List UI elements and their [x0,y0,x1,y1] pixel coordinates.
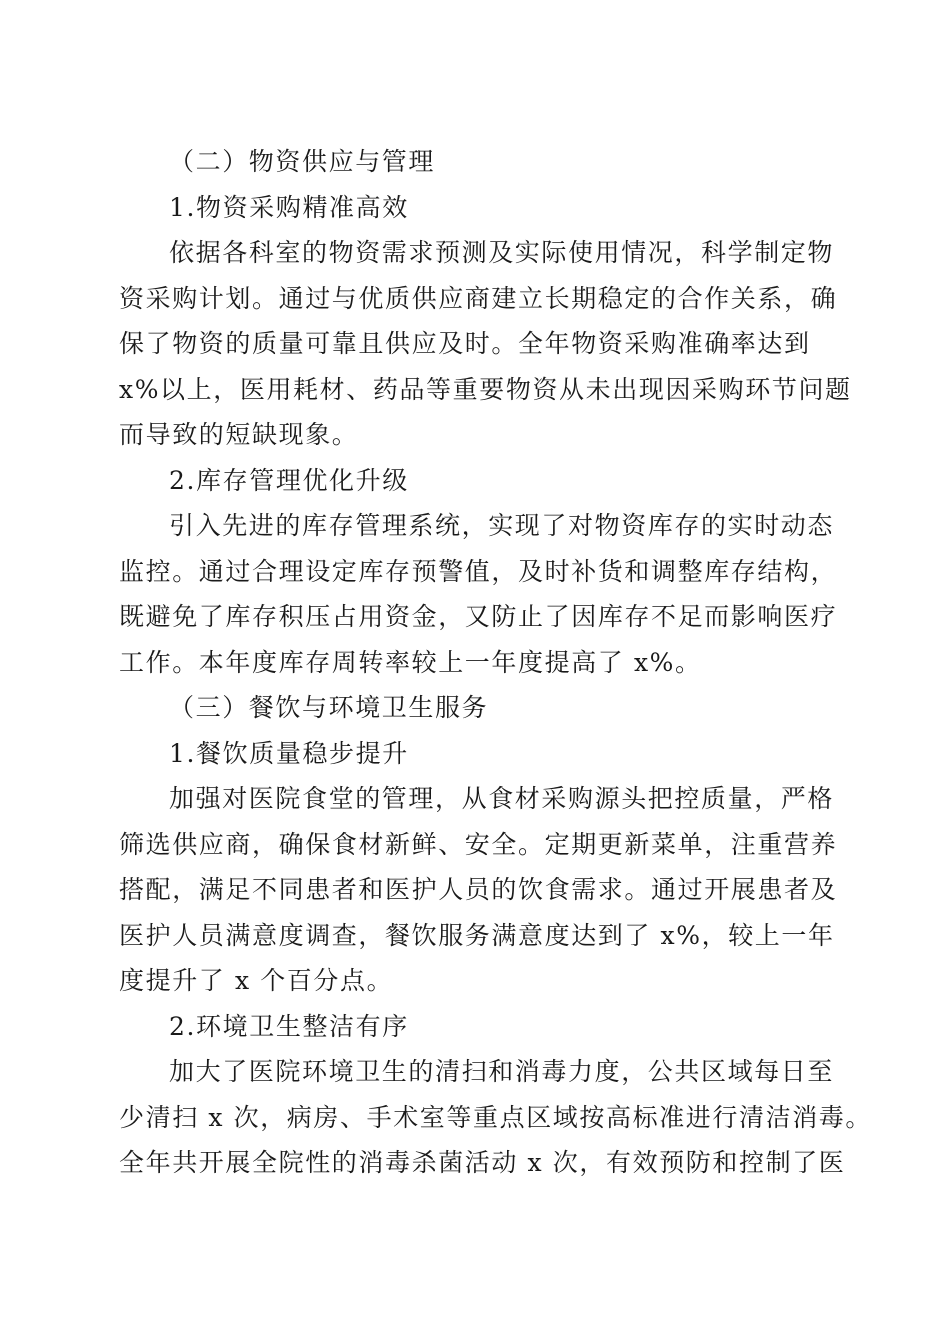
subheading-sanitation: 2.环境卫生整洁有序 [169,1011,409,1041]
paragraph-line: 而导致的短缺现象。 [119,420,359,449]
paragraph-line: 资采购计划。通过与优质供应商建立长期稳定的合作关系，确 [119,283,838,313]
section-heading-2: （二）物资供应与管理 [169,147,436,176]
paragraph-line: 引入先进的库存管理系统，实现了对物资库存的实时动态 [169,511,835,540]
paragraph-inventory [119,503,838,685]
paragraph-line: 加强对医院食堂的管理，从食材采购源头把控质量，严格 [169,784,835,813]
paragraph-catering [119,776,838,1004]
paragraph-line: 加大了医院环境卫生的清扫和消毒力度，公共区域每日至 [169,1057,835,1086]
paragraph-line: 医护人员满意度调查，餐饮服务满意度达到了 x%，较上一年 [119,920,835,950]
subheading-procurement: 1.物资采购精准高效 [169,192,409,222]
section-heading-3: （三）餐饮与环境卫生服务 [169,693,489,722]
paragraph-line: 搭配，满足不同患者和医护人员的饮食需求。通过开展患者及 [119,875,838,904]
paragraph-line: 监控。通过合理设定库存预警值，及时补货和调整库存结构， [119,556,838,586]
paragraph-line: 全年共开展全院性的消毒杀菌活动 x 次，有效预防和控制了医 [119,1148,846,1177]
paragraph-line: 既避免了库存积压占用资金，又防止了因库存不足而影响医疗 [119,602,838,631]
paragraph-line: 少清扫 x 次，病房、手术室等重点区域按高标准进行清洁消毒。 [119,1102,872,1132]
paragraph-line: 筛选供应商，确保食材新鲜、安全。定期更新菜单，注重营养 [119,829,838,859]
paragraph-sanitation [119,1049,872,1186]
subheading-inventory: 2.库存管理优化升级 [169,465,409,495]
subheading-catering: 1.餐饮质量稳步提升 [169,738,409,768]
paragraph-line: 工作。本年度库存周转率较上一年度提高了 x%。 [119,647,702,677]
paragraph-line: 保了物资的质量可靠且供应及时。全年物资采购准确率达到 [119,329,811,358]
paragraph-procurement [119,230,852,458]
paragraph-line: 依据各科室的物资需求预测及实际使用情况，科学制定物 [169,238,835,267]
paragraph-line: x%以上，医用耗材、药品等重要物资从未出现因采购环节问题 [119,374,852,404]
paragraph-line: 度提升了 x 个百分点。 [119,966,394,995]
document-body [119,139,872,1186]
